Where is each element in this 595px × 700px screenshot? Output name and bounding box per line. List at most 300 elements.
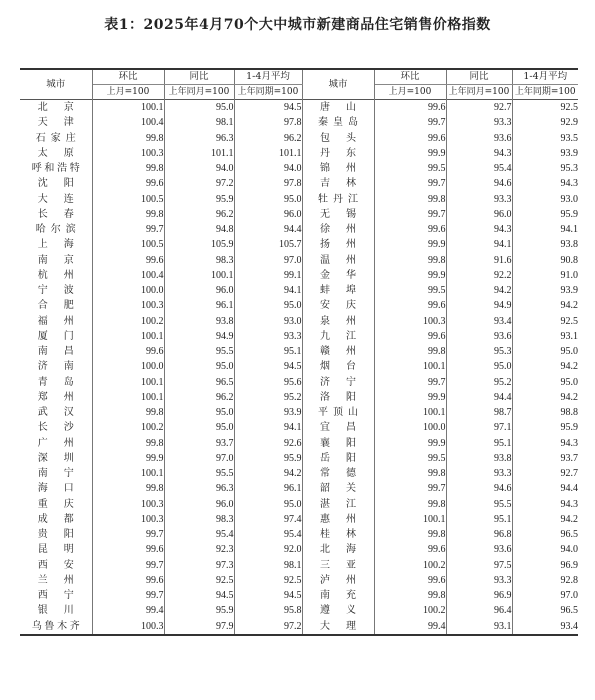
mom-value-left: 99.8 xyxy=(92,405,164,420)
city-name-left xyxy=(20,436,92,451)
yoy-value-left: 95.5 xyxy=(164,466,234,481)
yoy-value-right: 93.3 xyxy=(446,192,512,207)
city-name-right xyxy=(302,161,374,176)
city-label: 南昌 xyxy=(37,346,74,358)
city-label: 哈尔滨 xyxy=(35,224,76,236)
ytd-value-right: 91.0 xyxy=(560,269,578,281)
ytd-value-right: 96.5 xyxy=(560,605,578,617)
city-name-left xyxy=(20,314,92,329)
yoy-value-right: 97.1 xyxy=(446,420,512,435)
city-name-left xyxy=(20,268,92,283)
table-row xyxy=(20,161,578,176)
city-label: 上海 xyxy=(37,239,74,251)
ytd-value-right: 94.2 xyxy=(560,513,578,525)
ytd-value-right: 93.1 xyxy=(560,330,578,342)
mom-value-right: 99.6 xyxy=(374,131,446,146)
ytd-value-left: 94.2 xyxy=(234,466,302,481)
mom-value-right: 100.1 xyxy=(374,359,446,374)
ytd-value-left: 92.0 xyxy=(234,542,302,557)
city-label: 泉州 xyxy=(320,315,356,327)
ytd-value-right: 94.4 xyxy=(560,483,578,495)
yoy-value-left: 97.3 xyxy=(164,558,234,573)
mom-value-left: 99.8 xyxy=(92,481,164,496)
city-name-left xyxy=(20,359,92,374)
mom-value-right: 99.8 xyxy=(374,588,446,603)
city-name-right xyxy=(302,146,374,161)
ytd-value-left: 96.2 xyxy=(234,131,302,146)
city-label: 安庆 xyxy=(320,300,356,312)
table-row xyxy=(20,436,578,451)
city-name-left xyxy=(20,146,92,161)
city-name-right xyxy=(302,131,374,146)
city-name-left xyxy=(20,329,92,344)
yoy-header-left: 同比 xyxy=(164,69,234,85)
ytd-value-right: 93.7 xyxy=(560,452,578,464)
ytd-value-left: 95.9 xyxy=(234,451,302,466)
city-name-left xyxy=(20,527,92,542)
yoy-value-right: 93.6 xyxy=(446,131,512,146)
yoy-value-right: 92.2 xyxy=(446,268,512,283)
city-label: 桂林 xyxy=(320,529,356,541)
ytd-value-right: 95.9 xyxy=(560,208,578,220)
city-label: 杭州 xyxy=(37,269,74,281)
table-row xyxy=(20,314,578,329)
ytd-value-left: 94.4 xyxy=(234,222,302,237)
mom-value-right: 99.8 xyxy=(374,192,446,207)
city-name-right xyxy=(302,283,374,298)
mom-value-right: 99.7 xyxy=(374,207,446,222)
ytd-value-right: 95.3 xyxy=(560,163,578,175)
table-row xyxy=(20,558,578,573)
yoy-value-right: 94.1 xyxy=(446,237,512,252)
table-row xyxy=(20,390,578,405)
yoy-value-right: 93.3 xyxy=(446,466,512,481)
ytd-value-right: 96.9 xyxy=(560,559,578,571)
mom-value-right: 99.4 xyxy=(374,619,446,635)
yoy-value-right: 97.5 xyxy=(446,558,512,573)
city-label: 北京 xyxy=(37,102,74,114)
city-name-left xyxy=(20,481,92,496)
city-label: 宜昌 xyxy=(320,422,356,434)
mom-value-left: 100.3 xyxy=(92,512,164,527)
city-name-left xyxy=(20,619,92,635)
yoy-value-left: 98.3 xyxy=(164,253,234,268)
city-label: 韶关 xyxy=(320,483,356,495)
city-label: 银川 xyxy=(37,605,74,617)
mom-value-right: 99.9 xyxy=(374,268,446,283)
city-name-right xyxy=(302,405,374,420)
ytd-value-left: 95.8 xyxy=(234,603,302,618)
city-name-right xyxy=(302,115,374,130)
mom-value-right: 99.6 xyxy=(374,329,446,344)
ytd-header-left: 1-4月平均 xyxy=(234,69,302,85)
mom-value-right: 99.8 xyxy=(374,527,446,542)
ytd-value-left: 97.8 xyxy=(234,115,302,130)
yoy-value-left: 95.0 xyxy=(164,100,234,116)
yoy-value-right: 95.2 xyxy=(446,375,512,390)
city-label: 贵阳 xyxy=(37,529,74,541)
mom-value-left: 99.8 xyxy=(92,207,164,222)
mom-value-right: 99.8 xyxy=(374,253,446,268)
city-name-left xyxy=(20,176,92,191)
ytd-header-right: 1-4月平均 xyxy=(512,69,578,85)
yoy-value-right: 93.3 xyxy=(446,115,512,130)
yoy-value-right: 96.4 xyxy=(446,603,512,618)
mom-value-left: 99.7 xyxy=(92,222,164,237)
mom-header-right: 环比 xyxy=(374,69,446,85)
table-row xyxy=(20,619,578,635)
city-name-right xyxy=(302,344,374,359)
ytd-value-left: 94.5 xyxy=(234,100,302,116)
table-body xyxy=(20,100,578,635)
ytd-value-left: 95.6 xyxy=(234,375,302,390)
ytd-value-left: 95.0 xyxy=(234,298,302,313)
table-row xyxy=(20,420,578,435)
mom-value-right: 99.7 xyxy=(374,481,446,496)
city-name-left xyxy=(20,588,92,603)
city-name-left xyxy=(20,405,92,420)
ytd-value-right: 94.2 xyxy=(560,361,578,373)
city-label: 济南 xyxy=(37,361,74,373)
city-label: 岳阳 xyxy=(320,452,356,464)
table-row xyxy=(20,466,578,481)
city-label: 秦皇岛 xyxy=(318,117,358,129)
city-label: 重庆 xyxy=(37,498,74,510)
yoy-value-left: 96.0 xyxy=(164,283,234,298)
ytd-value-right: 98.8 xyxy=(560,407,578,419)
ytd-value-left: 105.7 xyxy=(234,237,302,252)
city-label: 丹东 xyxy=(320,147,356,159)
mom-value-left: 100.0 xyxy=(92,283,164,298)
ytd-value-left: 95.1 xyxy=(234,344,302,359)
yoy-value-right: 94.9 xyxy=(446,298,512,313)
ytd-value-left: 96.1 xyxy=(234,481,302,496)
yoy-value-right: 98.7 xyxy=(446,405,512,420)
yoy-value-left: 98.3 xyxy=(164,512,234,527)
ytd-value-right: 95.9 xyxy=(560,422,578,434)
city-label: 蚌埠 xyxy=(320,285,356,297)
ytd-value-left: 95.2 xyxy=(234,390,302,405)
city-label: 赣州 xyxy=(320,346,356,358)
mom-value-left: 100.3 xyxy=(92,619,164,635)
city-label: 烟台 xyxy=(320,361,356,373)
yoy-value-left: 95.0 xyxy=(164,420,234,435)
city-name-left xyxy=(20,558,92,573)
city-label: 南充 xyxy=(320,590,356,602)
yoy-value-left: 95.9 xyxy=(164,192,234,207)
city-name-right xyxy=(302,222,374,237)
ytd-value-left: 94.1 xyxy=(234,420,302,435)
yoy-value-left: 94.0 xyxy=(164,161,234,176)
yoy-value-right: 94.4 xyxy=(446,390,512,405)
table-row xyxy=(20,253,578,268)
ytd-value-right: 92.7 xyxy=(560,468,578,480)
ytd-value-left: 95.0 xyxy=(234,192,302,207)
yoy-value-left: 97.0 xyxy=(164,451,234,466)
ytd-value-left: 94.0 xyxy=(234,161,302,176)
yoy-value-right: 95.1 xyxy=(446,512,512,527)
yoy-value-left: 96.0 xyxy=(164,497,234,512)
header-row-2 xyxy=(20,85,578,100)
table-row xyxy=(20,237,578,252)
city-label: 南京 xyxy=(37,254,74,266)
city-name-right xyxy=(302,573,374,588)
mom-value-left: 100.5 xyxy=(92,192,164,207)
ytd-value-right: 94.2 xyxy=(560,300,578,312)
city-name-left xyxy=(20,603,92,618)
city-name-right xyxy=(302,314,374,329)
yoy-value-right: 93.8 xyxy=(446,451,512,466)
ytd-value-right: 92.9 xyxy=(560,117,578,129)
ytd-value-right: 97.0 xyxy=(560,590,578,602)
mom-value-right: 100.1 xyxy=(374,405,446,420)
mom-value-right: 99.8 xyxy=(374,466,446,481)
ytd-value-right: 94.3 xyxy=(560,437,578,449)
ytd-value-right: 94.0 xyxy=(560,544,578,556)
city-label: 青岛 xyxy=(37,376,74,388)
mom-value-right: 99.5 xyxy=(374,283,446,298)
ytd-value-left: 97.4 xyxy=(234,512,302,527)
city-name-left xyxy=(20,390,92,405)
ytd-value-right: 94.3 xyxy=(560,498,578,510)
mom-value-left: 100.1 xyxy=(92,329,164,344)
city-name-right xyxy=(302,329,374,344)
ytd-value-right: 93.5 xyxy=(560,132,578,144)
yoy-value-left: 92.3 xyxy=(164,542,234,557)
table-row xyxy=(20,207,578,222)
mom-value-left: 99.9 xyxy=(92,451,164,466)
city-name-right xyxy=(302,390,374,405)
mom-value-right: 99.7 xyxy=(374,176,446,191)
yoy-value-right: 96.8 xyxy=(446,527,512,542)
mom-value-left: 100.4 xyxy=(92,115,164,130)
city-label: 南宁 xyxy=(37,468,74,480)
city-label: 扬州 xyxy=(320,239,356,251)
mom-value-right: 99.7 xyxy=(374,115,446,130)
ytd-value-left: 93.0 xyxy=(234,314,302,329)
city-label: 吉林 xyxy=(320,178,356,190)
table-row xyxy=(20,451,578,466)
mom-value-right: 99.6 xyxy=(374,542,446,557)
city-label: 西宁 xyxy=(37,590,74,602)
mom-value-right: 99.9 xyxy=(374,237,446,252)
city-label: 合肥 xyxy=(37,300,74,312)
city-label: 温州 xyxy=(320,254,356,266)
city-label: 沈阳 xyxy=(37,178,74,190)
city-name-left xyxy=(20,298,92,313)
yoy-value-left: 96.3 xyxy=(164,481,234,496)
ytd-value-left: 95.0 xyxy=(234,497,302,512)
city-label: 无锡 xyxy=(320,208,356,220)
mom-value-left: 100.1 xyxy=(92,390,164,405)
yoy-value-right: 94.2 xyxy=(446,283,512,298)
ytd-value-right: 92.5 xyxy=(560,102,578,114)
table-title: 表1：2025年4月70个大中城市新建商品住宅销售价格指数 xyxy=(104,17,491,33)
city-name-left xyxy=(20,283,92,298)
mom-value-left: 99.6 xyxy=(92,253,164,268)
city-name-right xyxy=(302,527,374,542)
city-name-right xyxy=(302,512,374,527)
city-name-left xyxy=(20,222,92,237)
ytd-value-left: 98.1 xyxy=(234,558,302,573)
city-label: 济宁 xyxy=(320,376,356,388)
yoy-value-left: 94.5 xyxy=(164,588,234,603)
mom-header-left: 环比 xyxy=(92,69,164,85)
city-label: 泸州 xyxy=(320,574,356,586)
city-label: 惠州 xyxy=(320,513,356,525)
city-label: 湛江 xyxy=(320,498,356,510)
mom-value-left: 99.6 xyxy=(92,176,164,191)
ytd-value-right: 94.2 xyxy=(560,391,578,403)
city-name-left xyxy=(20,375,92,390)
city-name-left xyxy=(20,192,92,207)
yoy-value-right: 93.3 xyxy=(446,573,512,588)
yoy-value-left: 101.1 xyxy=(164,146,234,161)
table-row xyxy=(20,481,578,496)
mom-value-right: 99.8 xyxy=(374,344,446,359)
city-name-right xyxy=(302,619,374,635)
yoy-value-right: 96.0 xyxy=(446,207,512,222)
city-label: 海口 xyxy=(37,483,74,495)
city-name-left xyxy=(20,100,92,116)
yoy-value-left: 95.0 xyxy=(164,405,234,420)
mom-value-left: 100.3 xyxy=(92,298,164,313)
city-name-right xyxy=(302,253,374,268)
ytd-value-left: 93.3 xyxy=(234,329,302,344)
mom-value-left: 99.7 xyxy=(92,558,164,573)
mom-value-right: 99.7 xyxy=(374,375,446,390)
mom-value-left: 100.4 xyxy=(92,268,164,283)
city-label: 郑州 xyxy=(37,391,74,403)
ytd-value-left: 99.1 xyxy=(234,268,302,283)
table-row xyxy=(20,512,578,527)
yoy-value-left: 96.1 xyxy=(164,298,234,313)
table-row xyxy=(20,283,578,298)
city-name-left xyxy=(20,573,92,588)
city-name-left xyxy=(20,451,92,466)
ytd-value-right: 95.0 xyxy=(560,376,578,388)
city-name-left xyxy=(20,115,92,130)
mom-value-left: 99.6 xyxy=(92,344,164,359)
mom-value-left: 99.8 xyxy=(92,436,164,451)
table-row xyxy=(20,588,578,603)
city-name-right xyxy=(302,436,374,451)
table-row xyxy=(20,176,578,191)
mom-value-right: 99.9 xyxy=(374,146,446,161)
yoy-value-left: 96.3 xyxy=(164,131,234,146)
yoy-value-left: 92.5 xyxy=(164,573,234,588)
table-row xyxy=(20,115,578,130)
city-label: 福州 xyxy=(37,315,74,327)
mom-value-left: 100.1 xyxy=(92,466,164,481)
city-label: 唐山 xyxy=(320,102,356,114)
ytd-value-left: 101.1 xyxy=(234,146,302,161)
city-name-right xyxy=(302,542,374,557)
city-label: 昆明 xyxy=(37,544,74,556)
yoy-value-right: 91.6 xyxy=(446,253,512,268)
yoy-value-right: 94.6 xyxy=(446,481,512,496)
mom-value-right: 100.2 xyxy=(374,558,446,573)
yoy-value-right: 95.5 xyxy=(446,497,512,512)
city-name-right xyxy=(302,176,374,191)
city-label: 九江 xyxy=(320,330,356,342)
city-label: 襄阳 xyxy=(320,437,356,449)
table-row xyxy=(20,100,578,116)
ytd-value-left: 95.4 xyxy=(234,527,302,542)
yoy-header-right: 同比 xyxy=(446,69,512,85)
city-name-right xyxy=(302,100,374,116)
yoy-value-left: 96.2 xyxy=(164,390,234,405)
city-name-right xyxy=(302,588,374,603)
mom-base-right: 上月=100 xyxy=(374,85,446,100)
city-name-right xyxy=(302,481,374,496)
yoy-value-left: 95.9 xyxy=(164,603,234,618)
city-name-right xyxy=(302,298,374,313)
yoy-value-left: 93.8 xyxy=(164,314,234,329)
mom-value-left: 100.3 xyxy=(92,146,164,161)
mom-value-right: 99.6 xyxy=(374,573,446,588)
mom-value-right: 100.2 xyxy=(374,603,446,618)
table-row xyxy=(20,344,578,359)
yoy-value-left: 95.5 xyxy=(164,344,234,359)
city-name-right xyxy=(302,237,374,252)
ytd-value-right: 93.9 xyxy=(560,147,578,159)
city-label: 深圳 xyxy=(37,452,74,464)
yoy-value-left: 98.1 xyxy=(164,115,234,130)
yoy-value-left: 94.9 xyxy=(164,329,234,344)
table-row xyxy=(20,573,578,588)
mom-value-left: 99.8 xyxy=(92,161,164,176)
city-name-right xyxy=(302,359,374,374)
table-row xyxy=(20,298,578,313)
city-label: 三亚 xyxy=(320,559,356,571)
price-index-table xyxy=(20,68,578,636)
city-label: 遵义 xyxy=(320,605,356,617)
yoy-value-right: 93.4 xyxy=(446,314,512,329)
yoy-value-left: 95.4 xyxy=(164,527,234,542)
mom-value-left: 99.7 xyxy=(92,527,164,542)
city-name-left xyxy=(20,207,92,222)
city-label: 金华 xyxy=(320,269,356,281)
city-name-right xyxy=(302,466,374,481)
city-label: 牡丹江 xyxy=(318,193,358,205)
city-name-right xyxy=(302,497,374,512)
ytd-value-right: 90.8 xyxy=(560,254,578,266)
table-row xyxy=(20,359,578,374)
ytd-value-left: 92.5 xyxy=(234,573,302,588)
mom-base-left: 上月=100 xyxy=(92,85,164,100)
yoy-value-left: 100.1 xyxy=(164,268,234,283)
mom-value-right: 99.9 xyxy=(374,436,446,451)
city-header-right: 城市 xyxy=(302,69,374,100)
city-name-right xyxy=(302,558,374,573)
table-row xyxy=(20,131,578,146)
ytd-value-right: 93.4 xyxy=(560,620,578,632)
city-label: 呼和浩特 xyxy=(31,163,80,175)
yoy-value-right: 96.9 xyxy=(446,588,512,603)
city-name-left xyxy=(20,253,92,268)
city-name-right xyxy=(302,420,374,435)
yoy-value-right: 93.6 xyxy=(446,329,512,344)
yoy-value-left: 96.2 xyxy=(164,207,234,222)
mom-value-right: 99.8 xyxy=(374,497,446,512)
city-name-left xyxy=(20,237,92,252)
mom-value-right: 100.0 xyxy=(374,420,446,435)
city-label: 太原 xyxy=(37,147,74,159)
yoy-value-right: 95.4 xyxy=(446,161,512,176)
city-label: 大连 xyxy=(37,193,74,205)
city-name-left xyxy=(20,512,92,527)
